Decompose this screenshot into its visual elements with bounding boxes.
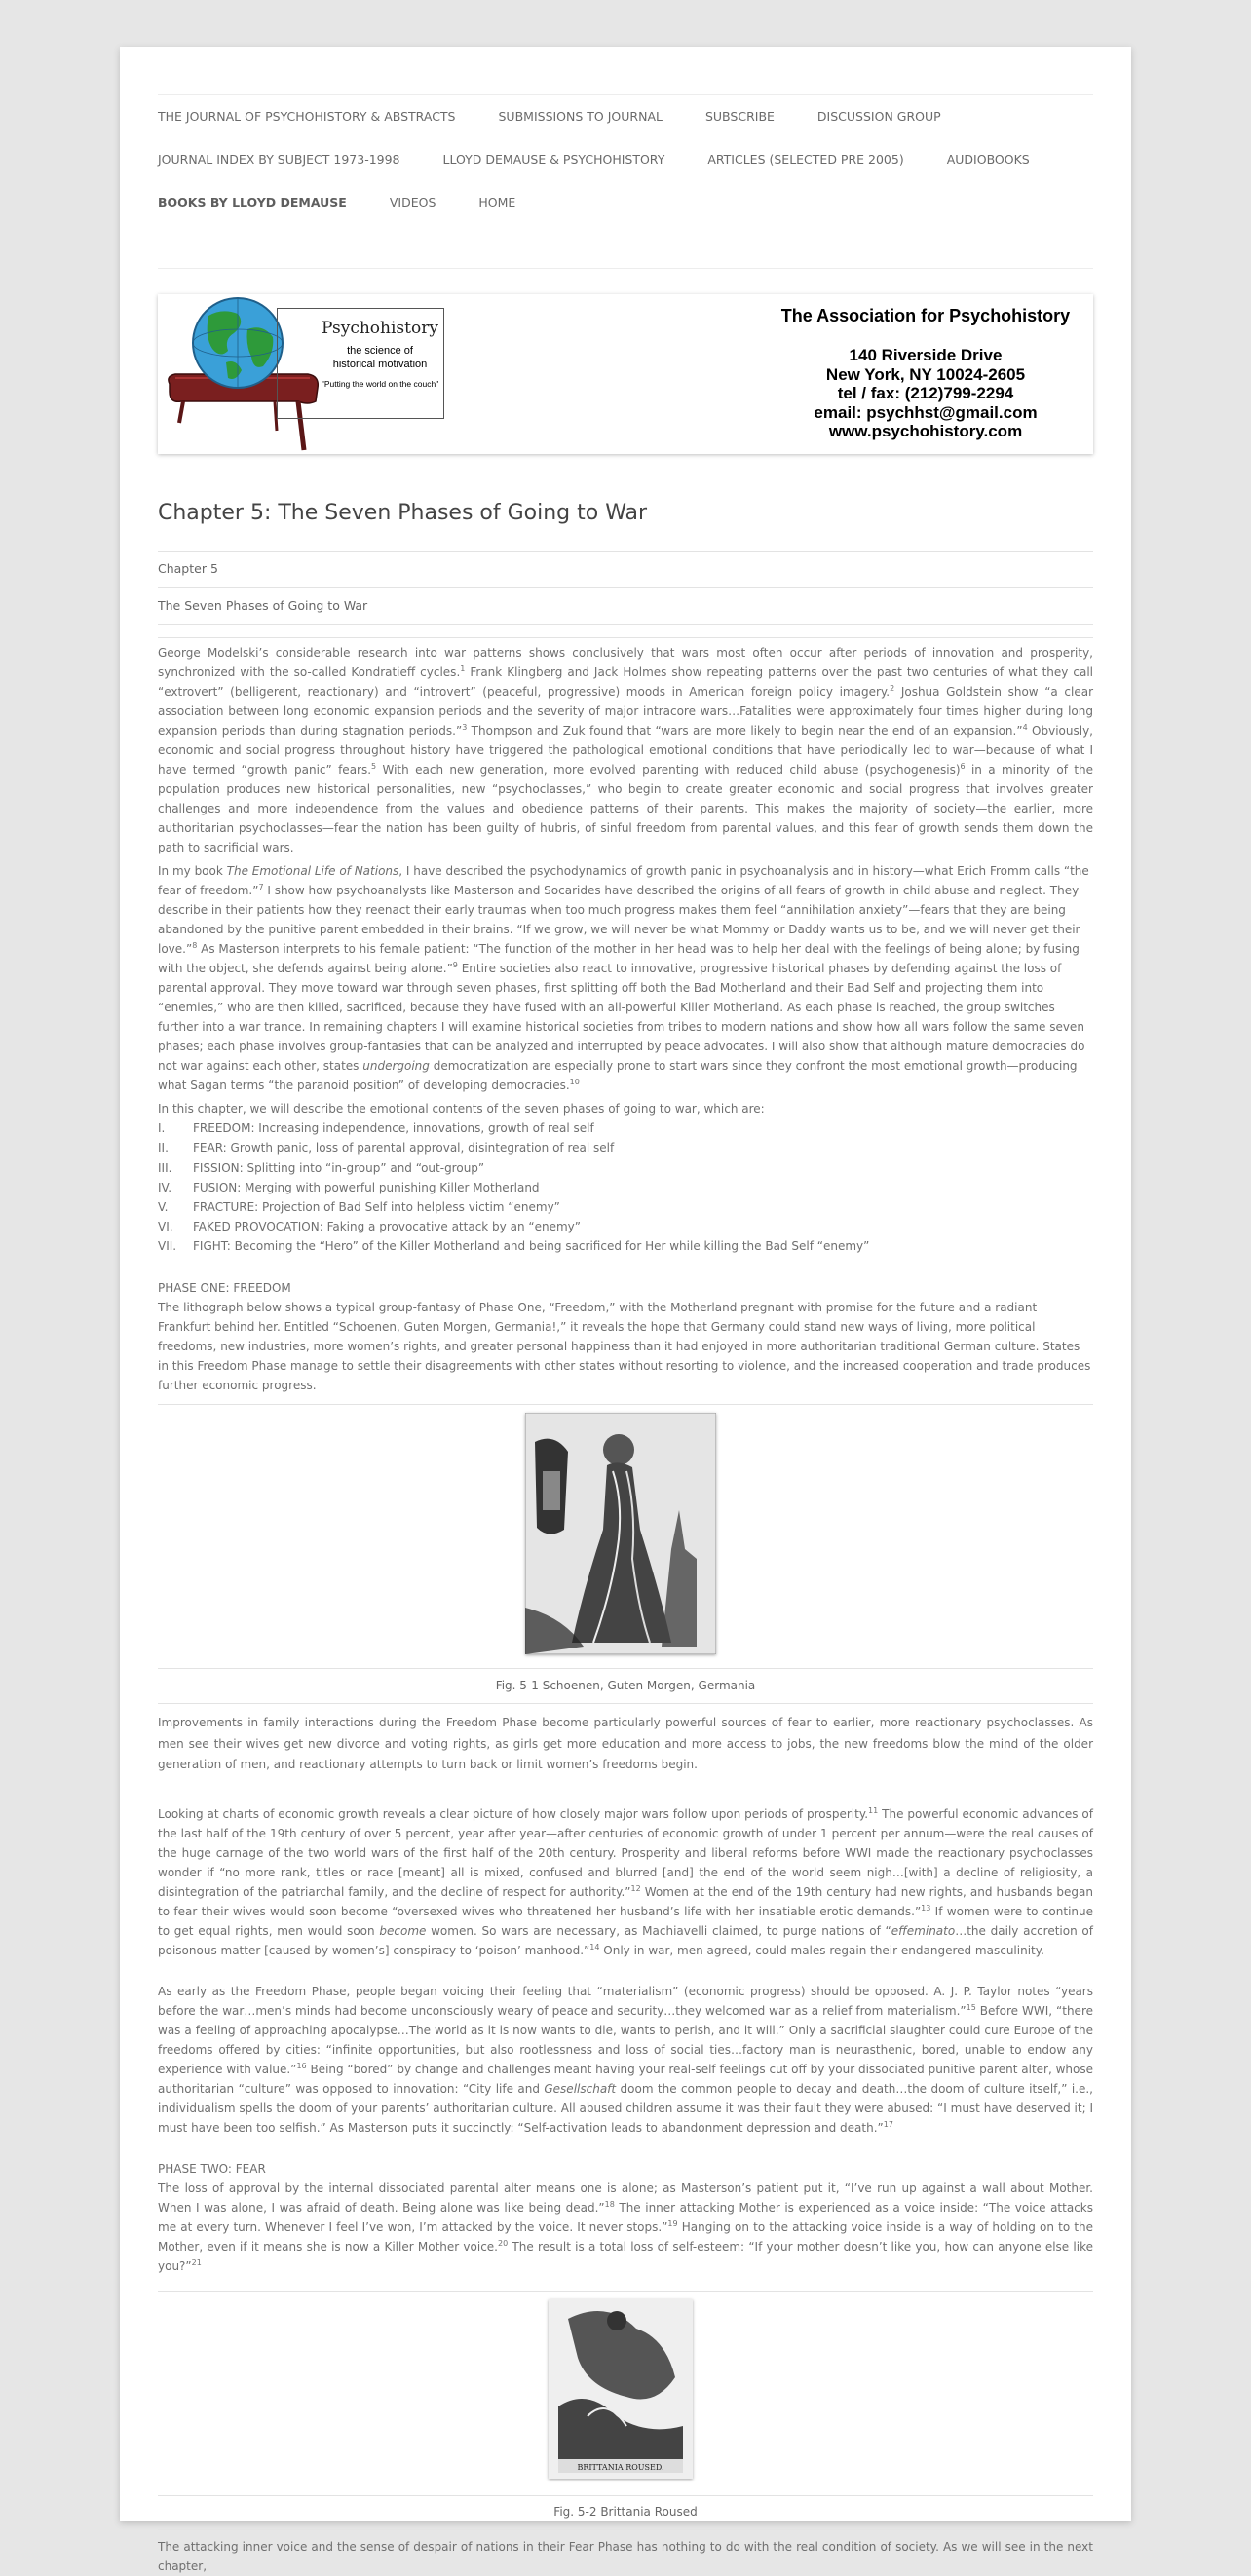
paragraph-improvements: Improvements in family interactions during the Freedom Phase become particularly powerful sources of fear to earlier, more reactionary psychoclasses. As men see their wives get new divorce and voting rights, as girls get more education and more access to jobs, the new freedoms blow the mind of the older generation of men, and reactionary attempts to turn back or limit women’s freedoms begin. bbox=[158, 1716, 1093, 1771]
divider bbox=[158, 587, 1093, 588]
nav-row-3 bbox=[158, 180, 1093, 223]
nav-item-lloyd-demause[interactable]: LLOYD DEMAUSE & PSYCHOHISTORY bbox=[442, 151, 665, 167]
figure-2-engraved-label: BRITTANIA ROUSED. bbox=[577, 2463, 664, 2472]
nav-item-books[interactable]: BOOKS BY LLOYD DEMAUSE bbox=[158, 194, 347, 209]
nav-item-journal-index[interactable]: JOURNAL INDEX BY SUBJECT 1973-1998 bbox=[158, 151, 400, 167]
nav-item-videos[interactable]: VIDEOS bbox=[389, 194, 436, 209]
page-container bbox=[120, 47, 1131, 2573]
email-line: email: psychhst@gmail.com bbox=[814, 402, 1038, 422]
header-banner[interactable] bbox=[158, 294, 1093, 454]
logo-subtitle-2: historical motivation bbox=[332, 359, 428, 370]
figure-germania-lithograph[interactable] bbox=[525, 1413, 716, 1654]
nav-row-1 bbox=[158, 95, 1093, 137]
paragraph-intro: George Modelski’s considerable research into war patterns shows conclusively that wars most often occur after periods of innovation and prosperity, synchronized with the so-called Kondratieff cycles.$^1$ Frank Klingberg and Jack Holmes show repeating patterns over the past two centuries of what they call “extrovert” (belligerent, reactionary) and “introvert” (peaceful, progressive) moods in American foreign policy imagery.$^2$ Joshua Goldstein show “a clear association between long economic expansion periods and the severity of major intracore wars…Fatalities were approximately four times higher during long expansion periods than during stagnation periods.”$^3$ Thompson and Zuk found that “wars are more likely to begin near the end of an expansion.”$^4$ Obviously, economic and social progress throughout history have triggered the pathological emotional conditions that have periodically led to war—because of what I have termed “growth panic” fears.$^5$ With each new generation, more evolved parenting with reduced child abuse (psychogenesis)$^6$ in a minority of the population produces new historical personalities, new “psychoclasses,” who begin to create greater economic and social progress that involves greater challenges and more independence from the values and obedience patterns of their parents. This makes the majority of society—the earlier, more authoritarian psychoclasses—fear the nation has been guilty of hubris, of sinful freedom from parental values, and this fear of growth sends them down the path to sacrificial wars. bbox=[158, 646, 1094, 854]
divider bbox=[158, 1668, 1093, 1669]
logo-title: Psychohistory bbox=[322, 319, 438, 338]
divider bbox=[158, 551, 1093, 552]
page-title: Chapter 5: The Seven Phases of Going to War bbox=[158, 501, 648, 525]
paragraph-economic-growth: Looking at charts of economic growth reveals a clear picture of how closely major wars follow upon periods of prosperity.$^{11}$ The powerful economic advances of the last half of the 19th century of over 5 percent, year after year—after centuries of economic growth of under 1 percent per annum—were the real causes of the huge carnage of the two world wars of the first half of the 20th century. Prosperity and liberal reforms before WWI made the reactionary psychoclasses wonder if “no more rank, titles or race [meant] all is mixed, confused and blurred [and] the end of the world seem nigh…[with] a decline of religiosity, a disintegration of the patriarchal family, and the decline of respect for authority.”$^{12}$ Women at the end of the 19th century had new rights, and husbands began to fear their wives would soon become “oversexed wives who threatened her husband’s life with her insatiable erotic demands.”$^{13}$ If women were to continue to get equal rights, men would soon become women. So wars are necessary, as Machiavelli claimed, to purge nations of “effeminato…the daily accretion of poisonous matter [caused by women’s] conspiracy to ‘poison’ manhood.”$^{14}$ Only in war, men agreed, could males regain their endangered masculinity. bbox=[158, 1806, 1094, 1957]
main-navigation bbox=[158, 94, 1093, 269]
list-item: IV. FUSION: Merging with powerful punishing Killer Motherland bbox=[158, 1180, 540, 1194]
list-item: VII. FIGHT: Becoming the “Hero” of the Killer Motherland and being sacrificed for Her while killing the Bad Self “enemy” bbox=[158, 1239, 870, 1254]
chapter-subtitle: The Seven Phases of Going to War bbox=[158, 598, 368, 613]
phase-one-heading: PHASE ONE: FREEDOM bbox=[158, 1281, 291, 1295]
nav-item-journal[interactable]: THE JOURNAL OF PSYCHOHISTORY & ABSTRACTS bbox=[158, 108, 456, 124]
lithograph-image bbox=[525, 1413, 716, 1654]
list-item: I. FREEDOM: Increasing independence, innovations, growth of real self bbox=[158, 1121, 594, 1136]
nav-item-home[interactable]: HOME bbox=[478, 194, 516, 209]
phase-two-section: PHASE TWO: FEAR The loss of approval by the internal dissociated parental alter means one is alone; as Masterson’s patient put it, “I’ve run up against a wall about Mother. When I was alone, I was afraid of death. Being alone was like being dead.”$^{18}$ The inner attacking Mother is experienced as a voice inside: “The voice attacks me at every turn. Whenever I feel I’ve won, I’m attacked by the voice. It never stops.”$^{19}$ Hanging on to the attacking voice inside is a way of holding on to the Mother, even if it means she is now a Killer Mother voice.$^{20}$ The result is a total loss of self-esteem: “If your mother doesn’t like you, how can anyone else like you?”$^{21}$ bbox=[158, 2159, 1093, 2276]
nav-item-subscribe[interactable]: SUBSCRIBE bbox=[704, 108, 775, 124]
divider bbox=[158, 624, 1093, 625]
logo-subtitle-1: the science of bbox=[347, 345, 413, 357]
nav-item-discussion[interactable]: DISCUSSION GROUP bbox=[816, 108, 941, 124]
phase-one-text: The lithograph below shows a typical group-fantasy of Phase One, “Freedom,” with the Motherland pregnant with promise for the future and a radiant Frankfurt behind her. Entitled “Schoenen, Guten Morgen, Germania!,” it reveals the hope that Germany could stand new ways of living, more political freedoms, new industries, more women’s rights, and greater personal happiness than it had enjoyed in more authoritarian traditional German culture. States in this Freedom Phase manage to settle their disagreements with other states without resorting to violence, and the increased cooperation and trade produces further economic progress. bbox=[158, 1301, 1091, 1392]
list-item: VI. FAKED PROVOCATION: Faking a provocative attack by an “enemy” bbox=[158, 1220, 581, 1234]
figure-2-caption: Fig. 5-2 Brittania Roused bbox=[553, 2505, 698, 2519]
divider bbox=[158, 2291, 1093, 2292]
address-line-1: 140 Riverside Drive bbox=[849, 346, 1003, 364]
paragraph-emotional-life: In my book The Emotional Life of Nations, I have described the psychodynamics of growth panic in psychoanalysis and in history—what Erich Fromm calls “the fear of freedom.”$^7$ I show how psychoanalysts like Masterson and Socarides have described the origins of all fears of growth in child abuse and neglect. They describe in their patients how they reenact their early traumas when too much progress makes them feel “annihilation anxiety”—fears that they are being abandoned by the punitive parent embedded in their brains. “If we grow, we will never be what Mommy or Daddy wants us to be, and we will never get their love.”$^8$ As Masterson interprets to his female patient: “The function of the mother in her head was to help her deal with the feelings of being alone; by fusing with the object, she defends against being alone.”$^9$ Entire societies also react to innovative, progressive historical phases by defending against the loss of parental approval. They move toward war through seven phases, first splitting off both the Bad Motherland and their Bad Self and projecting them into “enemies,” who are then killed, sacrificed, because they have fused with an all-powerful Killer Motherland. As each phase is reached, the group switches further into a war trance. In remaining chapters I will examine historical societies from tribes to modern nations and show how all wars follow the same seven phases; each phase involves group-fantasies that can be analyzed and interrupted by peace advocates. I will also show that although mature democracies do not war against each other, states undergoing democratization are especially prone to start wars since they confront the most emotional growth—producing what Sagan terms “the paranoid position” of developing democracies.$^{10}$ bbox=[158, 864, 1089, 1092]
logo-tagline: "Putting the world on the couch" bbox=[321, 379, 439, 389]
phase-one-section bbox=[158, 1278, 1093, 1395]
nav-item-audiobooks[interactable]: AUDIOBOOKS bbox=[946, 151, 1030, 167]
divider bbox=[158, 1404, 1093, 1405]
figure-brittania-roused[interactable] bbox=[549, 2299, 693, 2479]
phase-two-heading: PHASE TWO: FEAR bbox=[158, 2162, 266, 2176]
divider bbox=[158, 637, 1093, 638]
organization-name: The Association for Psychohistory bbox=[780, 306, 1071, 325]
brittania-image bbox=[549, 2299, 693, 2479]
phases-list bbox=[158, 1099, 1093, 1257]
list-intro: In this chapter, we will describe the emotional contents of the seven phases of going to war, which are: bbox=[158, 1102, 765, 1116]
nav-item-articles[interactable]: ARTICLES (SELECTED PRE 2005) bbox=[707, 151, 904, 167]
divider bbox=[158, 1703, 1093, 1704]
nav-item-submissions[interactable]: SUBMISSIONS TO JOURNAL bbox=[498, 108, 663, 124]
phone-line: tel / fax: (212)799-2294 bbox=[837, 384, 1014, 402]
list-item: III. FISSION: Splitting into “in-group” and “out-group” bbox=[158, 1160, 485, 1175]
list-item: II. FEAR: Growth panic, loss of parental approval, disintegration of real self bbox=[158, 1141, 615, 1155]
logo-text-box bbox=[277, 308, 444, 419]
address-line-2: New York, NY 10024-2605 bbox=[825, 364, 1026, 384]
divider bbox=[158, 2529, 1093, 2530]
list-item: V. FRACTURE: Projection of Bad Self into helpless victim “enemy” bbox=[158, 1200, 560, 1215]
divider bbox=[158, 2495, 1093, 2496]
website-line: www.psychohistory.com bbox=[828, 422, 1023, 440]
contact-block bbox=[779, 306, 1072, 441]
figure-1-caption: Fig. 5-1 Schoenen, Guten Morgen, Germania bbox=[495, 1679, 756, 1692]
nav-row-2 bbox=[158, 137, 1093, 180]
paragraph-materialism: As early as the Freedom Phase, people began voicing their feeling that “materialism” (economic progress) should be opposed. A. J. P. Taylor notes “years before the war…men’s minds had become unconsciously weary of peace and security…they welcomed war as a relief from materialism.”$^{15}$ Before WWI, “there was a feeling of approaching apocalypse…The world as it is now wants to die, wants to perish, and it will.” Only a sacrificial slaughter could cure Europe of the freedoms offered by cities: “infinite opportunities, but also rootlessness and loss of social ties…factory man is neurasthenic, bored, unable to endow any experience with value.”$^{16}$ Being “bored” by change and challenges meant having your real-self feelings cut off by your dissociated punitive parent alter, whose authoritarian “culture” was opposed to innovation: “City life and Gesellschaft doom the common people to decay and death…the doom of culture itself,” i.e., individualism spells the doom of your parents’ authoritarian culture. All abused children assume it was their fault they were abused: “I must have deserved it; I must have been too selfish.” As Masterson puts it succinctly: “Self-activation leads to abandonment depression and death.”$^{17}$ bbox=[158, 1985, 1094, 2135]
paragraph-fear-phase: The attacking inner voice and the sense of despair of nations in their Fear Phase has nothing to do with the real condition of society. As we will see in the next chapter, bbox=[158, 2540, 1093, 2573]
chapter-label: Chapter 5 bbox=[158, 561, 218, 576]
